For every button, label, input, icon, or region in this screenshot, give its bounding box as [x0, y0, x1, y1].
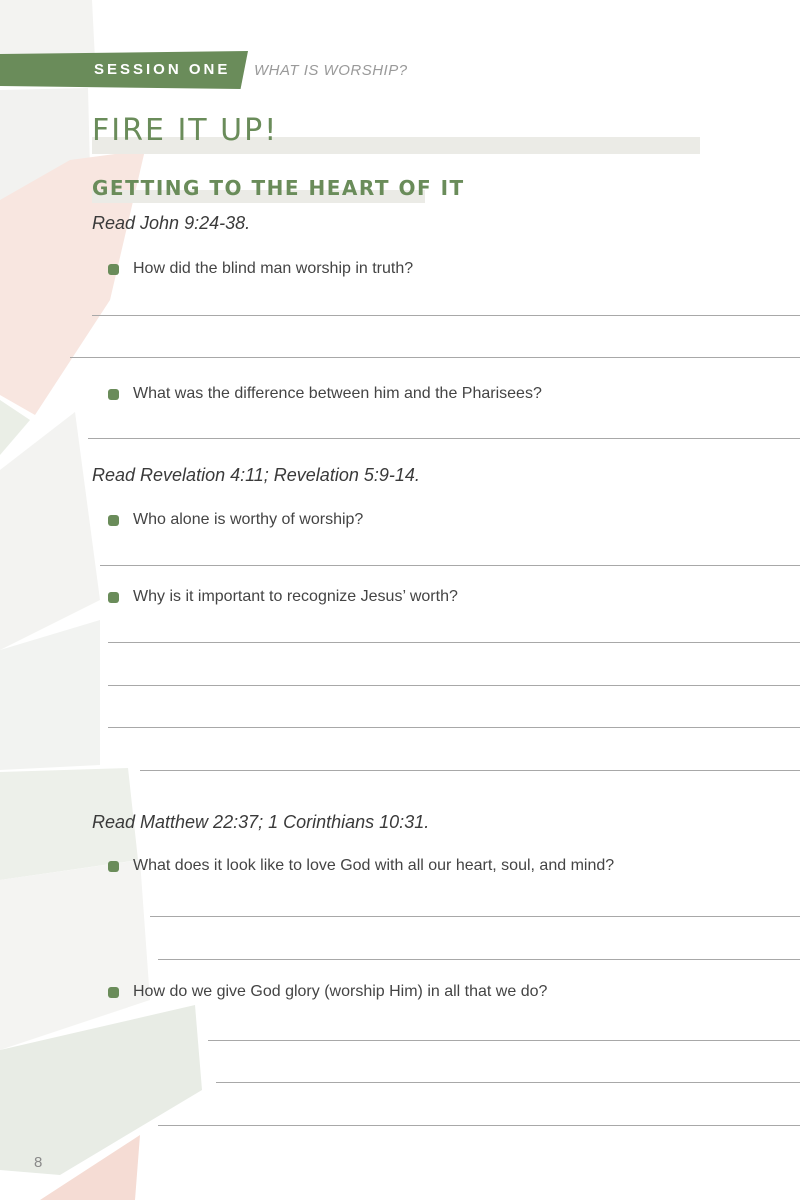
- question-item: [108, 260, 413, 278]
- answer-line[interactable]: [108, 727, 800, 728]
- session-subtitle: WHAT IS WORSHIP?: [254, 62, 408, 79]
- question-text: Why is it important to recognize Jesus’ worth?: [133, 588, 458, 605]
- answer-line[interactable]: [92, 315, 800, 316]
- question-text: How did the blind man worship in truth?: [133, 260, 414, 277]
- page-number: 8: [34, 1154, 43, 1171]
- answer-line[interactable]: [70, 357, 800, 358]
- answer-line[interactable]: [150, 916, 800, 917]
- answer-line[interactable]: [100, 565, 800, 566]
- question-item: [108, 857, 614, 875]
- scripture-reading: Read Revelation 4:11; Revelation 5:9-14.: [92, 465, 420, 485]
- answer-line[interactable]: [88, 438, 800, 439]
- page-title: FIRE IT UP!: [92, 113, 279, 148]
- answer-line[interactable]: [208, 1040, 800, 1041]
- bullet-icon: [108, 861, 119, 872]
- bullet-icon: [108, 515, 119, 526]
- question-item: [108, 983, 547, 1001]
- bullet-icon: [108, 264, 119, 275]
- question-item: [108, 511, 363, 529]
- answer-line[interactable]: [140, 770, 800, 771]
- section-heading: GETTING TO THE HEART OF IT: [92, 176, 465, 200]
- answer-line[interactable]: [108, 642, 800, 643]
- answer-line[interactable]: [158, 1125, 800, 1126]
- bullet-icon: [108, 987, 119, 998]
- scripture-reading: Read John 9:24-38.: [92, 213, 251, 233]
- question-text: What does it look like to love God with all our heart, soul, and mind?: [133, 857, 615, 874]
- decor-shape: [0, 0, 95, 62]
- answer-line[interactable]: [216, 1082, 800, 1083]
- question-text: Who alone is worthy of worship?: [133, 511, 364, 528]
- bullet-icon: [108, 592, 119, 603]
- scripture-reading: Read Matthew 22:37; 1 Corinthians 10:31.: [92, 812, 430, 832]
- bullet-icon: [108, 389, 119, 400]
- session-label: SESSION ONE: [94, 61, 231, 78]
- question-item: [108, 385, 542, 403]
- question-text: What was the difference between him and the Pharisees?: [133, 385, 542, 402]
- answer-line[interactable]: [158, 959, 800, 960]
- decor-shape: [0, 412, 100, 650]
- question-text: How do we give God glory (worship Him) in all that we do?: [133, 983, 548, 1000]
- answer-line[interactable]: [108, 685, 800, 686]
- question-item: [108, 588, 458, 606]
